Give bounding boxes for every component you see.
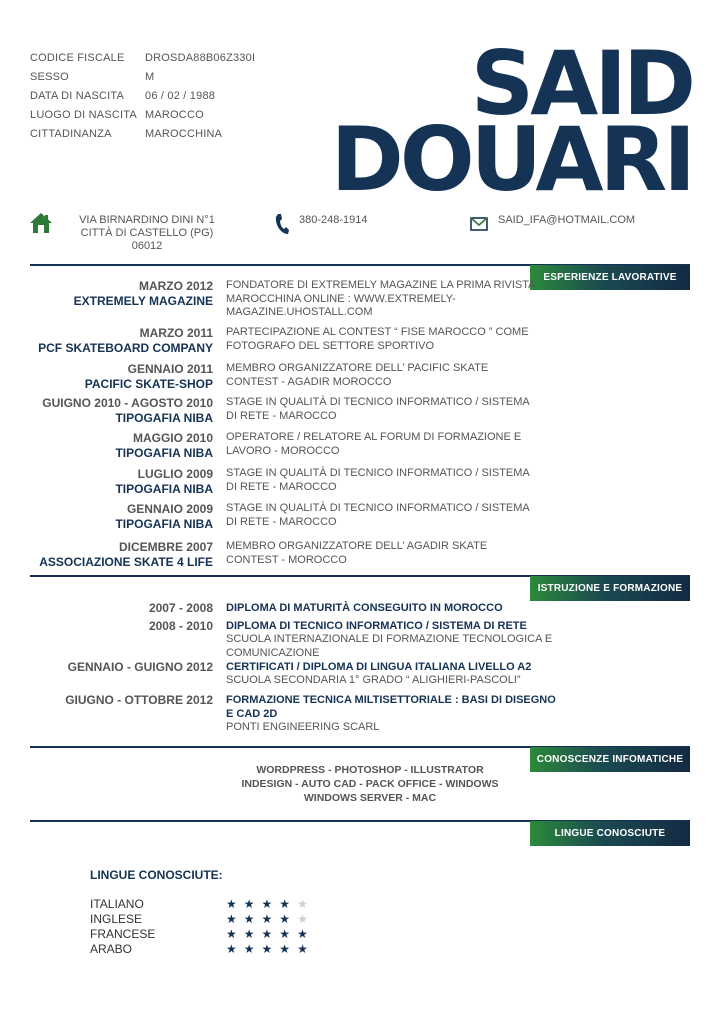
education-date: 2007 - 2008: [148, 601, 213, 615]
info-label: CITTADINANZA: [30, 128, 112, 140]
star-filled-icon: ★: [261, 912, 280, 926]
languages-heading: LINGUE CONOSCIUTE:: [90, 868, 223, 882]
section-tab-experience: ESPERIENZE LAVORATIVE: [530, 265, 690, 290]
experience-date: LUGLIO 2009: [137, 467, 213, 481]
star-filled-icon: ★: [279, 912, 298, 926]
experience-date: GENNAIO 2011: [127, 362, 213, 376]
experience-left: [115, 431, 213, 461]
star-filled-icon: ★: [226, 927, 244, 941]
info-label: DATA DI NASCITA: [30, 90, 125, 102]
experience-date: MAGGIO 2010: [132, 431, 213, 445]
info-value: M: [145, 71, 155, 83]
star-filled-icon: ★: [279, 897, 298, 911]
education-title: FORMAZIONE TECNICA MILTISETTORIALE : BASI DI DISEGNO E CAD 2D: [226, 694, 556, 720]
star-filled-icon: ★: [297, 942, 315, 956]
section-tab-languages: LINGUE CONOSCIUTE: [530, 821, 690, 846]
experience-org: ASSOCIAZIONE SKATE 4 LIFE: [39, 555, 213, 569]
address-line: VIA BIRNARDINO DINI N°1: [79, 214, 215, 226]
star-filled-icon: ★: [279, 942, 298, 956]
experience-left: [39, 540, 213, 570]
star-filled-icon: ★: [226, 912, 244, 926]
experience-left: [38, 326, 213, 356]
skills-line: WORDPRESS - PHOTOSHOP - ILLUSTRATOR: [256, 764, 484, 776]
experience-org: TIPOGAFIA NIBA: [115, 517, 213, 531]
address: [62, 214, 232, 253]
section-tab-computer: CONOSCENZE INFOMATICHE: [530, 747, 690, 772]
language-name: ARABO: [90, 942, 133, 956]
skills-line: WINDOWS SERVER - MAC: [303, 792, 437, 804]
star-empty-icon: ★: [297, 897, 315, 911]
info-value: 06 / 02 / 1988: [145, 90, 216, 102]
star-filled-icon: ★: [297, 927, 315, 941]
address-line: CITTÀ DI CASTELLO (PG): [80, 227, 214, 239]
language-rating: [226, 942, 315, 956]
address-line: 06012: [131, 240, 163, 252]
star-filled-icon: ★: [226, 897, 244, 911]
star-filled-icon: ★: [261, 897, 280, 911]
language-rating: [226, 912, 315, 926]
experience-org: PCF SKATEBOARD COMPANY: [38, 341, 213, 355]
info-value: DROSDA88B06Z330I: [145, 52, 256, 64]
star-filled-icon: ★: [243, 897, 262, 911]
experience-desc: STAGE IN QUALITÀ DI TECNICO INFORMATICO / SISTEMA DI RETE - MAROCCO: [226, 467, 530, 493]
language-name: FRANCESE: [90, 927, 156, 941]
education-title: CERTIFICATI / DIPLOMA DI LINGUA ITALIANA LIVELLO A2: [226, 661, 532, 673]
education-institution: PONTI ENGINEERING SCARL: [226, 721, 380, 733]
education-body: [226, 660, 556, 688]
education-institution: SCUOLA SECONDARIA 1° GRADO “ ALIGHIERI-PASCOLI”: [226, 674, 521, 686]
experience-left: [74, 279, 213, 309]
star-filled-icon: ★: [226, 942, 244, 956]
education-body: [226, 693, 556, 735]
star-filled-icon: ★: [279, 927, 298, 941]
experience-left: [42, 396, 213, 426]
language-rating: [226, 897, 315, 911]
education-date: 2008 - 2010: [148, 619, 213, 633]
experience-desc: STAGE IN QUALITÀ DI TECNICO INFORMATICO / SISTEMA DI RETE - MAROCCO: [226, 396, 530, 422]
skills-line: INDESIGN - AUTO CAD - PACK OFFICE - WINDOWS: [241, 778, 499, 790]
experience-left: [115, 502, 213, 532]
experience-org: EXTREMELY MAGAZINE: [73, 294, 213, 308]
experience-date: MARZO 2011: [139, 326, 213, 340]
experience-org: PACIFIC SKATE-SHOP: [84, 377, 213, 391]
email-address[interactable]: SAID_IFA@HOTMAIL.COM: [498, 214, 636, 226]
language-name: ITALIANO: [90, 897, 144, 911]
first-name: SAID: [470, 32, 692, 135]
info-value: MAROCCHINA: [145, 128, 223, 140]
star-filled-icon: ★: [243, 942, 262, 956]
experience-org: TIPOGAFIA NIBA: [115, 411, 213, 425]
star-filled-icon: ★: [261, 942, 280, 956]
experience-org: TIPOGAFIA NIBA: [115, 446, 213, 460]
experience-desc: MEMBRO ORGANIZZATORE DELL’ AGADIR SKATE CONTEST - MOROCCO: [226, 540, 488, 566]
education-body: [226, 619, 556, 660]
star-empty-icon: ★: [297, 912, 315, 926]
education-title: DIPLOMA DI TECNICO INFORMATICO / SISTEMA DI RETE: [226, 620, 527, 632]
experience-desc: MEMBRO ORGANIZZATORE DELL’ PACIFIC SKATE CONTEST - AGADIR MOROCCO: [226, 362, 489, 388]
language-rating: [226, 927, 315, 941]
home-icon: [30, 212, 52, 239]
section-tab-education: ISTRUZIONE E FORMAZIONE: [530, 576, 690, 601]
experience-left: [115, 467, 213, 497]
info-label: SESSO: [30, 71, 69, 83]
language-name: INGLESE: [90, 912, 143, 926]
experience-desc: OPERATORE / RELATORE AL FORUM DI FORMAZIONE E LAVORO - MOROCCO: [226, 431, 522, 457]
star-filled-icon: ★: [243, 927, 262, 941]
experience-desc: FONDATORE DI EXTREMELY MAGAZINE LA PRIMA RIVISTA MAROCCHINA ONLINE : WWW.EXTREMELY-MAGAZINE.UHOSTALL.COM: [226, 279, 535, 318]
phone-icon: [274, 213, 290, 240]
star-filled-icon: ★: [261, 927, 280, 941]
experience-date: DICEMBRE 2007: [118, 540, 213, 554]
education-title: DIPLOMA DI MATURITÀ CONSEGUITO IN MOROCCO: [226, 602, 503, 614]
education-date: GENNAIO - GUIGNO 2012: [67, 660, 213, 674]
phone-number[interactable]: 380-248-1914: [299, 214, 368, 226]
info-value: MAROCCO: [145, 109, 204, 121]
envelope-icon: [470, 214, 488, 237]
info-label: CODICE FISCALE: [30, 52, 125, 64]
last-name: DOUARI: [330, 108, 692, 211]
experience-desc: STAGE IN QUALITÀ DI TECNICO INFORMATICO / SISTEMA DI RETE - MAROCCO: [226, 502, 530, 528]
experience-date: GUIGNO 2010 - AGOSTO 2010: [42, 396, 213, 410]
education-date: GIUGNO - OTTOBRE 2012: [65, 693, 213, 707]
star-filled-icon: ★: [243, 912, 262, 926]
experience-left: [85, 362, 213, 392]
experience-org: TIPOGAFIA NIBA: [115, 482, 213, 496]
experience-desc: PARTECIPAZIONE AL CONTEST “ FISE MAROCCO ” COME FOTOGRAFO DEL SETTORE SPORTIVO: [226, 326, 529, 352]
experience-date: GENNAIO 2009: [126, 502, 213, 516]
education-body: [226, 601, 556, 615]
experience-date: MARZO 2012: [138, 279, 213, 293]
education-institution: SCUOLA INTERNAZIONALE DI FORMAZIONE TECNOLOGICA E COMUNICAZIONE: [226, 633, 553, 659]
info-label: LUOGO DI NASCITA: [30, 109, 137, 121]
